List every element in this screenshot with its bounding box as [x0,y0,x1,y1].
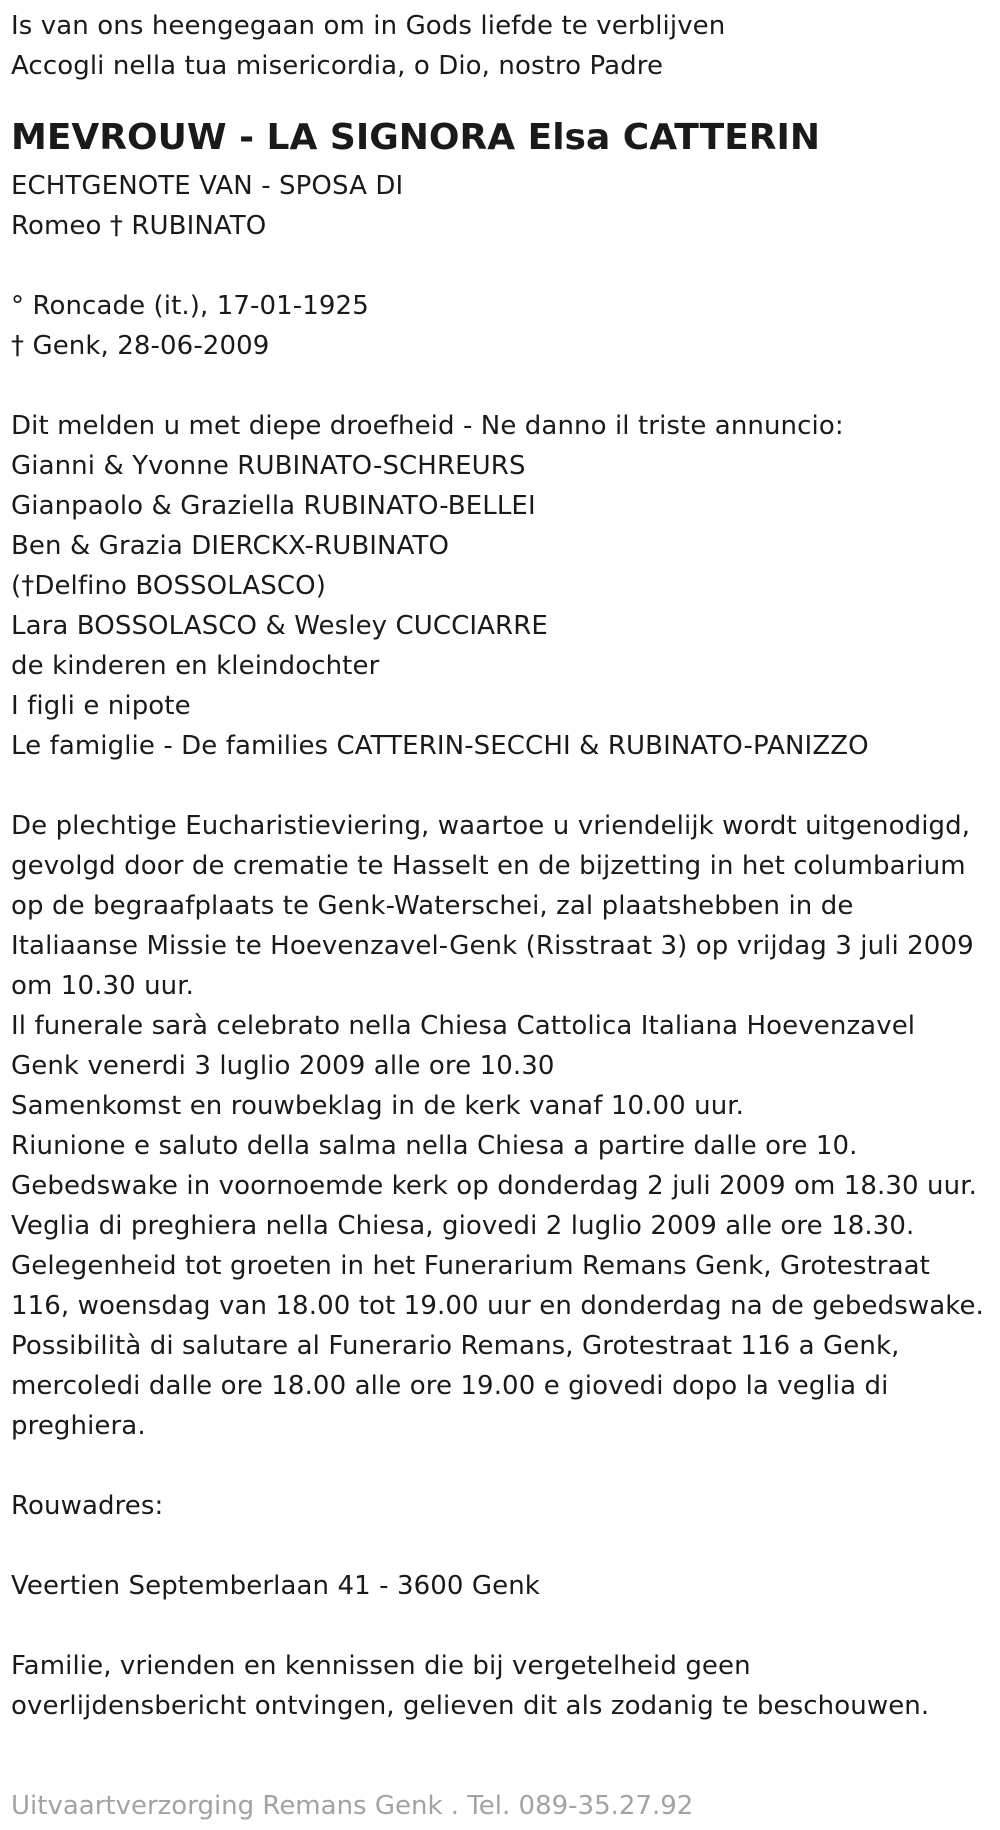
spouse-block [11,166,1000,246]
deceased-name-heading: MEVROUW - LA SIGNORA Elsa CATTERIN [11,117,821,158]
spacer [11,1526,1000,1566]
ceremony-line: Riunione e saluto della salma nella Chiesa a partire dalle ore 10. [11,1131,858,1161]
ceremony-line: Veglia di preghiera nella Chiesa, giovedi 2 luglio 2009 alle ore 18.30. [11,1211,915,1241]
intro-line-dutch: Is van ons heengegaan om in Gods liefde te verblijven [11,11,726,41]
spouse-label: ECHTGENOTE VAN - SPOSA DI [11,171,404,201]
ceremony-line: om 10.30 uur. [11,971,195,1001]
spacer [11,1606,1000,1646]
ceremony-line: Gelegenheid tot groeten in het Funerarium Remans Genk, Grotestraat [11,1251,930,1281]
ceremony-line: op de begraafplaats te Genk-Waterschei, zal plaatshebben in de [11,891,854,921]
family-member: de kinderen en kleindochter [11,651,380,681]
family-block [11,406,1000,766]
dates-block [11,286,1000,366]
spacer [11,1446,1000,1486]
family-member: (†Delfino BOSSOLASCO) [11,571,326,601]
ceremony-line: Samenkomst en rouwbeklag in de kerk vanaf 10.00 uur. [11,1091,745,1121]
ceremony-line: De plechtige Eucharistieviering, waartoe u vriendelijk wordt uitgenodigd, [11,811,971,841]
death-date: † Genk, 28-06-2009 [11,331,270,361]
family-member: I figli e nipote [11,691,191,721]
birth-date: ° Roncade (it.), 17-01-1925 [11,291,369,321]
spacer [11,766,1000,806]
family-member: Gianpaolo & Graziella RUBINATO-BELLEI [11,491,536,521]
family-member: Ben & Grazia DIERCKX-RUBINATO [11,531,450,561]
intro-line-italian: Accogli nella tua misericordia, o Dio, nostro Padre [11,51,664,81]
spouse-name: Romeo † RUBINATO [11,211,267,241]
spacer [11,366,1000,406]
announcement-line: Dit melden u met diepe droefheid - Ne danno il triste annuncio: [11,411,844,441]
family-member: Gianni & Yvonne RUBINATO-SCHREURS [11,451,526,481]
ceremony-line: 116, woensdag van 18.00 tot 19.00 uur en donderdag na de gebedswake. [11,1291,984,1321]
ceremony-line: Il funerale sarà celebrato nella Chiesa Cattolica Italiana Hoevenzavel [11,1011,916,1041]
address-label: Rouwadres: [11,1491,164,1521]
closing-block [11,1646,1000,1726]
family-member: Le famiglie - De families CATTERIN-SECCHI & RUBINATO-PANIZZO [11,731,869,761]
ceremony-line: gevolgd door de crematie te Hasselt en de bijzetting in het columbarium [11,851,966,881]
funeral-home-footer: Uitvaartverzorging Remans Genk . Tel. 089-35.27.92 [11,1791,694,1821]
closing-line: overlijdensbericht ontvingen, gelieven dit als zodanig te beschouwen. [11,1691,930,1721]
spacer [11,246,1000,286]
ceremony-block [11,806,1000,1446]
ceremony-line: Possibilità di salutare al Funerario Remans, Grotestraat 116 a Genk, [11,1331,900,1361]
closing-line: Familie, vrienden en kennissen die bij vergetelheid geen [11,1651,751,1681]
intro-block [11,6,1000,86]
ceremony-line: preghiera. [11,1411,146,1441]
family-member: Lara BOSSOLASCO & Wesley CUCCIARRE [11,611,548,641]
ceremony-line: Gebedswake in voornoemde kerk op donderdag 2 juli 2009 om 18.30 uur. [11,1171,977,1201]
mourning-address: Veertien Septemberlaan 41 - 3600 Genk [11,1571,540,1601]
ceremony-line: Italiaanse Missie te Hoevenzavel-Genk (Risstraat 3) op vrijdag 3 juli 2009 [11,931,974,961]
ceremony-line: mercoledi dalle ore 18.00 alle ore 19.00 e giovedi dopo la veglia di [11,1371,889,1401]
ceremony-line: Genk venerdi 3 luglio 2009 alle ore 10.30 [11,1051,555,1081]
